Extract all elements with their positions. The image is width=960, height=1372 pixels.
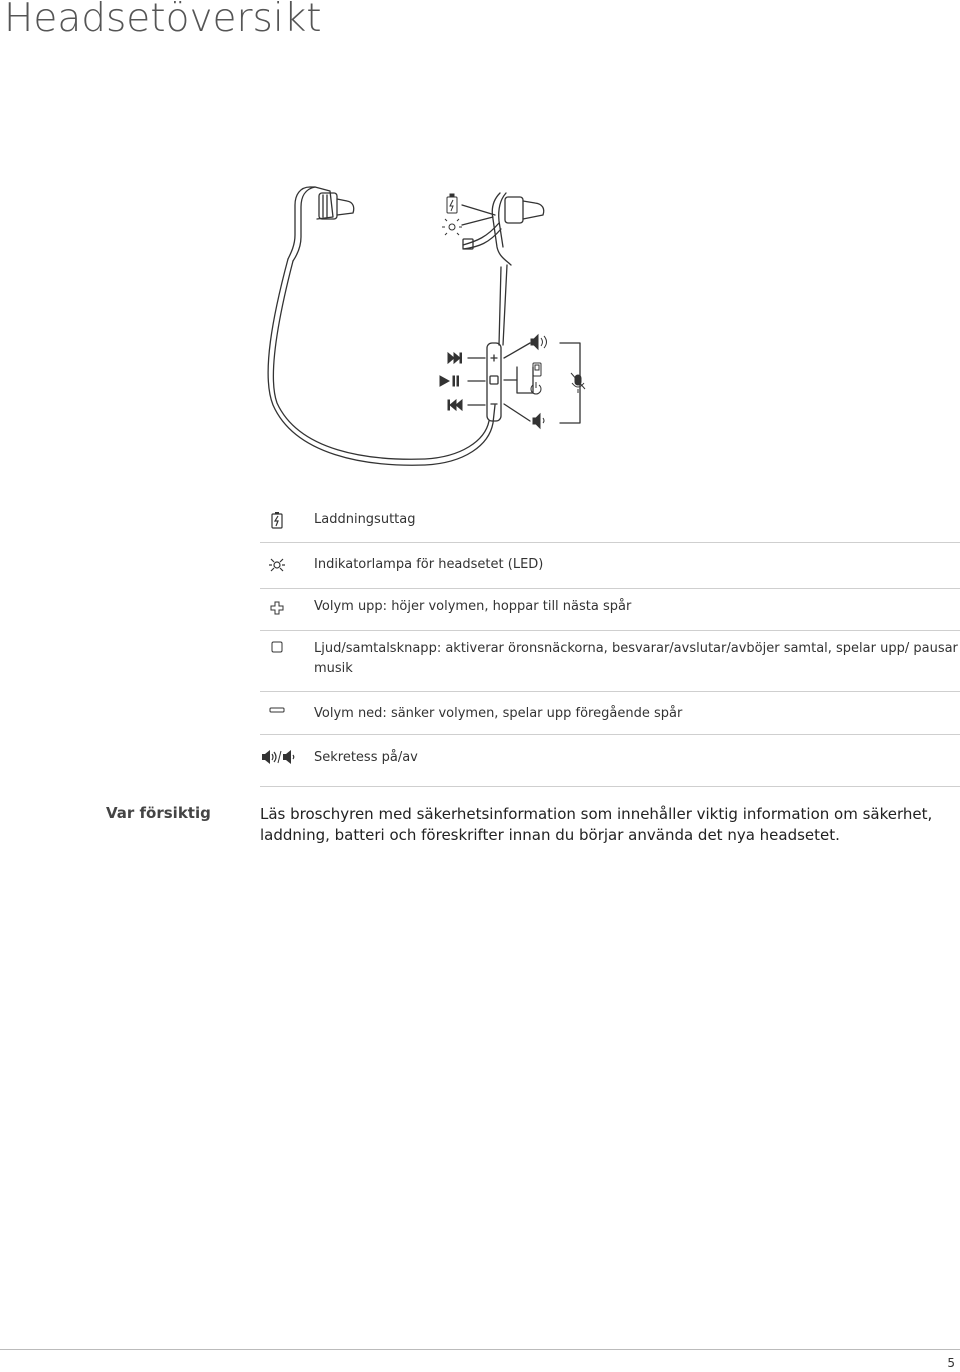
legend-row-charging bbox=[260, 498, 960, 543]
page-title: Headsetöversikt bbox=[4, 0, 322, 41]
footer-divider bbox=[0, 1349, 960, 1350]
speaker-quiet-icon bbox=[533, 414, 544, 428]
legend-table bbox=[260, 498, 960, 787]
plus-icon bbox=[260, 601, 294, 615]
mute-speaker-icon bbox=[258, 749, 298, 765]
page-number: 5 bbox=[947, 1356, 955, 1370]
led-icon bbox=[442, 219, 462, 235]
speaker-loud-icon bbox=[531, 335, 547, 349]
caution-text: Läs broschyren med säkerhetsinformation som innehåller viktig information om säkerhet, laddning, batteri och föreskrifter innan du börjar använda det nya headsetet. bbox=[260, 805, 933, 844]
mic-mute-icon bbox=[571, 373, 585, 393]
battery-charge-icon bbox=[260, 511, 294, 529]
led-light-icon bbox=[260, 555, 294, 575]
legend-text: Indikatorlampa för headsetet (LED) bbox=[314, 557, 544, 572]
legend-text: Volym ned: sänker volymen, spelar upp föregående spår bbox=[314, 706, 683, 721]
legend-row-volume-up bbox=[260, 589, 960, 631]
headset-illustration bbox=[255, 175, 615, 475]
caution-label: Var försiktig bbox=[106, 804, 211, 822]
legend-row-led bbox=[260, 543, 960, 589]
legend-row-mute bbox=[260, 735, 960, 787]
legend-row-call-button bbox=[260, 631, 960, 692]
left-earbud bbox=[288, 187, 354, 261]
right-earbud bbox=[463, 193, 544, 265]
phone-icon bbox=[533, 363, 541, 376]
previous-track-icon bbox=[448, 400, 462, 410]
legend-text: Laddningsuttag bbox=[314, 512, 416, 527]
battery-icon bbox=[447, 194, 457, 213]
next-track-icon bbox=[448, 353, 462, 363]
legend-text: Sekretess på/av bbox=[314, 750, 418, 765]
legend-text: Volym upp: höjer volymen, hoppar till nästa spår bbox=[314, 599, 632, 614]
minus-icon bbox=[260, 706, 294, 714]
legend-row-volume-down bbox=[260, 692, 960, 735]
legend-text: Ljud/samtalsknapp: aktiverar öronsnäckorna, besvarar/avslutar/avböjer samtal, spelar upp/ pausar musik bbox=[314, 641, 958, 676]
play-pause-icon bbox=[440, 376, 459, 386]
square-button-icon bbox=[260, 641, 294, 653]
